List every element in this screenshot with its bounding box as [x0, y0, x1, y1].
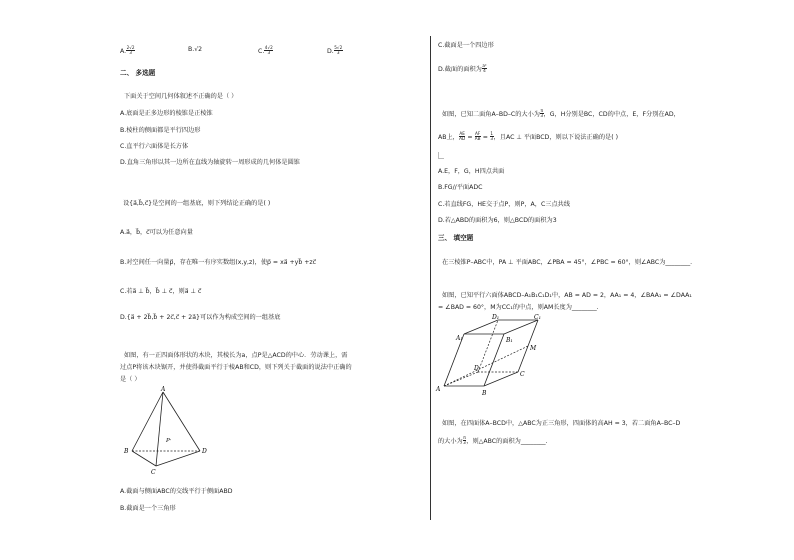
label-c1: C₁	[534, 314, 541, 321]
option-b-prev: B.√2	[188, 46, 203, 53]
q4-line2: AB上， $\frac{AE}{AD}$ = $\frac{AF}{AB}$ = $\frac{1}{3}$，且AC ⊥ 平面BCD，则以下说法正确的是( )	[438, 131, 618, 142]
edge-bb1	[484, 334, 504, 386]
q4-option-c: C.若直线FG，HE交于点P，则P，A，C三点共线	[438, 201, 571, 208]
q3-option-c: C.截面是一个四边形	[438, 42, 494, 49]
q4-line1: 如图，已知二面角A–BD–C的大小为 $\frac{\pi}{3}$，G，H分别是BC，CD的中点，E，F分别在AD，	[442, 108, 680, 119]
label-b1: B₁	[506, 337, 513, 344]
section-title-multi-choice: 二、 多选题	[120, 69, 156, 77]
label-c: C	[151, 469, 156, 474]
q3-stem-line1: 如图，有一正四面体形状的木块，其棱长为a，点P是△ACD的中心．劳动课上，需	[124, 352, 348, 359]
option-c-prev: C. $\frac{4√2}{3}$	[258, 45, 273, 56]
broken-figure-placeholder	[438, 152, 444, 159]
q1-option-b: B.棱柱的侧面都是平行四边形	[120, 127, 201, 134]
label-d: D	[202, 448, 207, 455]
tetrahedron-figure	[118, 384, 218, 474]
q6-line1: 如图，已知平行六面体ABCD–A₁B₁C₁D₁中，AB = AD = 2，AA₁ = 4，∠BAA₁ = ∠DAA₁	[442, 292, 692, 299]
q2-option-c: C.若a⃗ ⊥ b⃗，b⃗ ⊥ c⃗，则a⃗ ⊥ c⃗	[120, 288, 202, 295]
option-d-prev: D. $\frac{5√2}{3}$	[327, 45, 343, 56]
q1-option-c: C.直平行六面体是长方体	[120, 143, 189, 150]
label-a: A	[436, 386, 441, 393]
option-a-prev: A. $\frac{2√2}{3}$	[120, 45, 135, 56]
q6-line2: = ∠BAD = 60°，M为CC₁的中点，则AM长度为________.	[438, 304, 599, 311]
edge-bc	[132, 451, 156, 466]
edge-d1a1	[464, 320, 498, 334]
edge-dd1-hidden	[478, 320, 498, 372]
q2-option-a: A.a⃗，b⃗，c⃗可以为任意向量	[120, 229, 193, 236]
label-p: P·	[166, 438, 172, 444]
q7-line1: 如图，在四面体A–BCD中，△ABC为正三角形，四面体的高AH = 3，若二面角A–BC–D	[442, 420, 681, 427]
q7-line2: 的大小为 $\frac{\pi}{3}$，则△ABC的面积为________.	[438, 435, 548, 446]
label-b: B	[124, 448, 129, 455]
column-divider	[430, 36, 431, 520]
q3-option-d: D.截面的面积为 $\frac{\text{a²}}{4}$	[438, 63, 487, 74]
section-title-fill-blank: 三、 填空题	[438, 234, 474, 242]
parallelepiped-figure	[434, 312, 544, 396]
q1-option-a: A.底面是正多边形的棱锥是正棱锥	[120, 110, 213, 117]
q5-text: 在三棱锥P–ABC中，PA ⊥ 平面ABC，∠PBA = 45°，∠PBC = 60°，则∠ABC为________.	[442, 259, 693, 266]
q1-stem: 下面关于空间几何体叙述不正确的是（ ）	[124, 93, 238, 100]
q4-option-d: D.若△ABD的面积为6，则△BCD的面积为3	[438, 217, 557, 224]
edge-b1c1	[504, 320, 538, 334]
q3-stem-line2: 过点P将该木块锯开，并使得截面平行于棱AB和CD，则下列关于截面的说法中正确的	[120, 364, 352, 371]
q1-option-d: D.直角三角形以其一边所在直线为轴旋转一周形成的几何体是圆锥	[120, 159, 300, 166]
edge-da-hidden	[444, 372, 478, 386]
label-c: C	[520, 371, 525, 378]
q4-option-b: B.FG//平面ADC	[438, 184, 483, 191]
q3-stem-line3: 是（ ）	[120, 376, 141, 383]
label-a1: A₁	[456, 335, 463, 342]
q4-option-a: A.E，F，G，H四点共面	[438, 168, 505, 175]
label-d: D	[474, 365, 479, 372]
q3-option-b: B.截面是一个三角形	[120, 505, 176, 512]
q2-stem: 设{a⃗,b⃗,c⃗}是空间的一组基底，则下列结论正确的是( )	[123, 200, 271, 207]
edge-bc	[484, 372, 518, 386]
label-m: M	[530, 345, 537, 352]
q3-option-a: A.截面与侧面ABC的交线平行于侧面ABD	[120, 488, 233, 495]
label-d1: D₁	[492, 314, 500, 321]
label-b: B	[482, 390, 487, 396]
q2-option-b: B.对空间任一向量p⃗，存在唯一有序实数组(x,y,z)，使p⃗ = xa⃗ +yb⃗ +zc⃗	[120, 259, 317, 266]
edge-cd	[156, 451, 200, 466]
label-a: A	[161, 386, 166, 393]
q2-option-d: D.{a⃗ + 2b⃗,b⃗ + 2c⃗,c⃗ + 2a⃗}可以作为构成空间的一组基底	[120, 314, 281, 321]
